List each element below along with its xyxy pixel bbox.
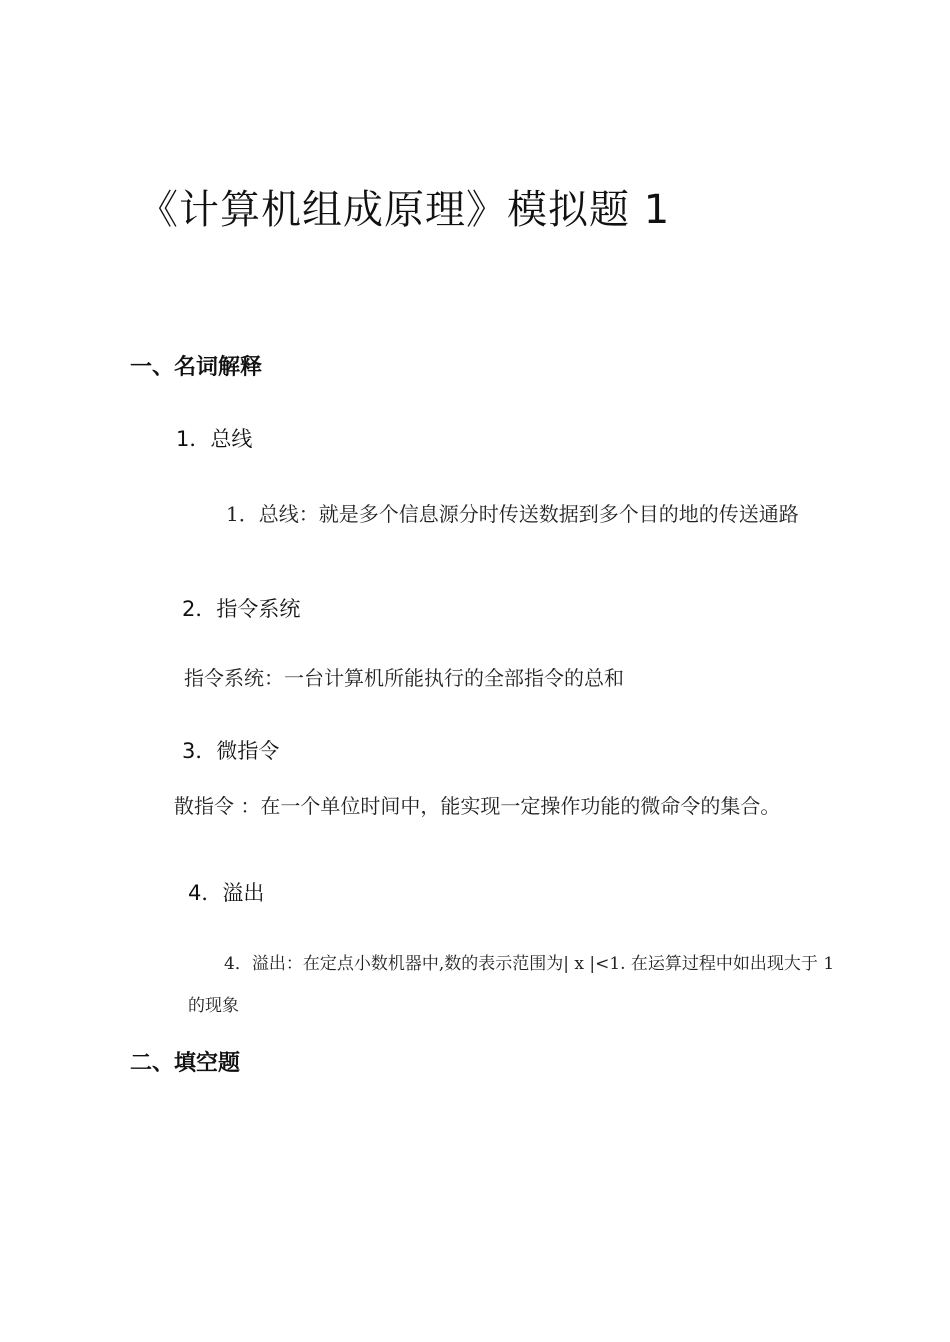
term-microinstruction: 3．微指令 — [182, 739, 280, 763]
answer-instruction-set: 指令系统：一台计算机所能执行的全部指令的总和 — [184, 666, 624, 690]
term-overflow: 4．溢出 — [188, 881, 265, 905]
section-heading-fill-in-blank: 二、填空题 — [130, 1051, 241, 1076]
document-title: 《计算机组成原理》模拟题 1 — [138, 187, 671, 233]
term-instruction-set: 2．指令系统 — [182, 597, 301, 621]
section-heading-definitions: 一、名词解释 — [130, 355, 263, 380]
answer-microinstruction: 散指令 ：在一个单位时间中，能实现一定操作功能的微命令的集合。 — [174, 794, 781, 818]
answer-overflow-line1: 4．溢出：在定点小数机器中,数的表示范围为| x |<1. 在运算过程中如出现大于 1 — [224, 954, 835, 974]
answer-bus: 1．总线：就是多个信息源分时传送数据到多个目的地的传送通路 — [226, 502, 799, 526]
term-bus: 1．总线 — [176, 427, 253, 451]
answer-overflow-line2: 的现象 — [188, 996, 239, 1016]
